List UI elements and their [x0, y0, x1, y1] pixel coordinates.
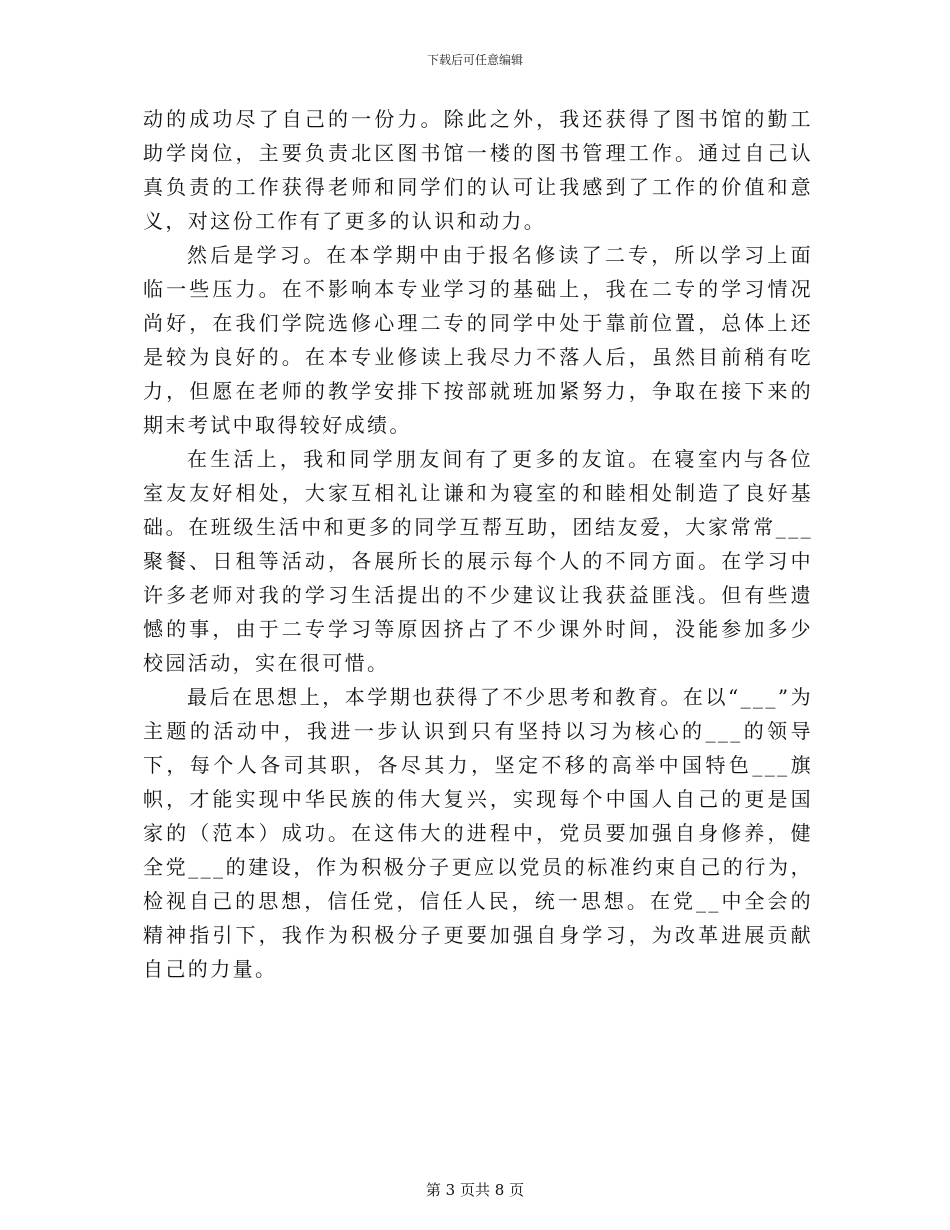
paragraph-life: 在生活上，我和同学朋友间有了更多的友谊。在寝室内与各位室友友好相处，大家互相礼让谦和为寝室的和睦相处制造了良好基础。在班级生活中和更多的同学互帮互助，团结友爱，大家常常___聚餐、日租等活动，各展所长的展示每个人的不同方面。在学习中许多老师对我的学习生活提出的不少建议让我获益匪浅。但有些遗憾的事，由于二专学习等原因挤占了不少课外时间，没能参加多少校园活动，实在很可惜。 — [143, 447, 813, 675]
page-header: 下载后可任意编辑 — [426, 53, 523, 67]
page-number: 第 3 页共 8 页 — [425, 1181, 525, 1199]
paragraph-study: 然后是学习。在本学期中由于报名修读了二专，所以学习上面临一些压力。在不影响本专业学习的基础上，我在二专的学习情况尚好，在我们学院选修心理二专的同学中处于靠前位置，总体上还是较为良好的。在本专业修读上我尽力不落人后，虽然目前稍有吃力，但愿在老师的教学安排下按部就班加紧努力，争取在接下来的期末考试中取得较好成绩。 — [143, 243, 813, 437]
document-body — [143, 102, 813, 986]
paragraph-continuation: 动的成功尽了自己的一份力。除此之外，我还获得了图书馆的勤工助学岗位，主要负责北区图书馆一楼的图书管理工作。通过自己认真负责的工作获得老师和同学们的认可让我感到了工作的价值和意义，对这份工作有了更多的认识和动力。 — [143, 107, 813, 233]
paragraph-thought: 最后在思想上，本学期也获得了不少思考和教育。在以“___”为主题的活动中，我进一步认识到只有坚持以习为核心的___的领导下，每个人各司其职，各尽其力，坚定不移的高举中国特色___旗帜，才能实现中华民族的伟大复兴，实现每个中国人自己的更是国家的（范本）成功。在这伟大的进程中，党员要加强自身修养，健全党___的建设，作为积极分子更应以党员的标准约束自己的行为，检视自己的思想，信任党，信任人民，统一思想。在党__中全会的精神指引下，我作为积极分子更要加强自身学习，为改革进展贡献自己的力量。 — [143, 685, 813, 981]
